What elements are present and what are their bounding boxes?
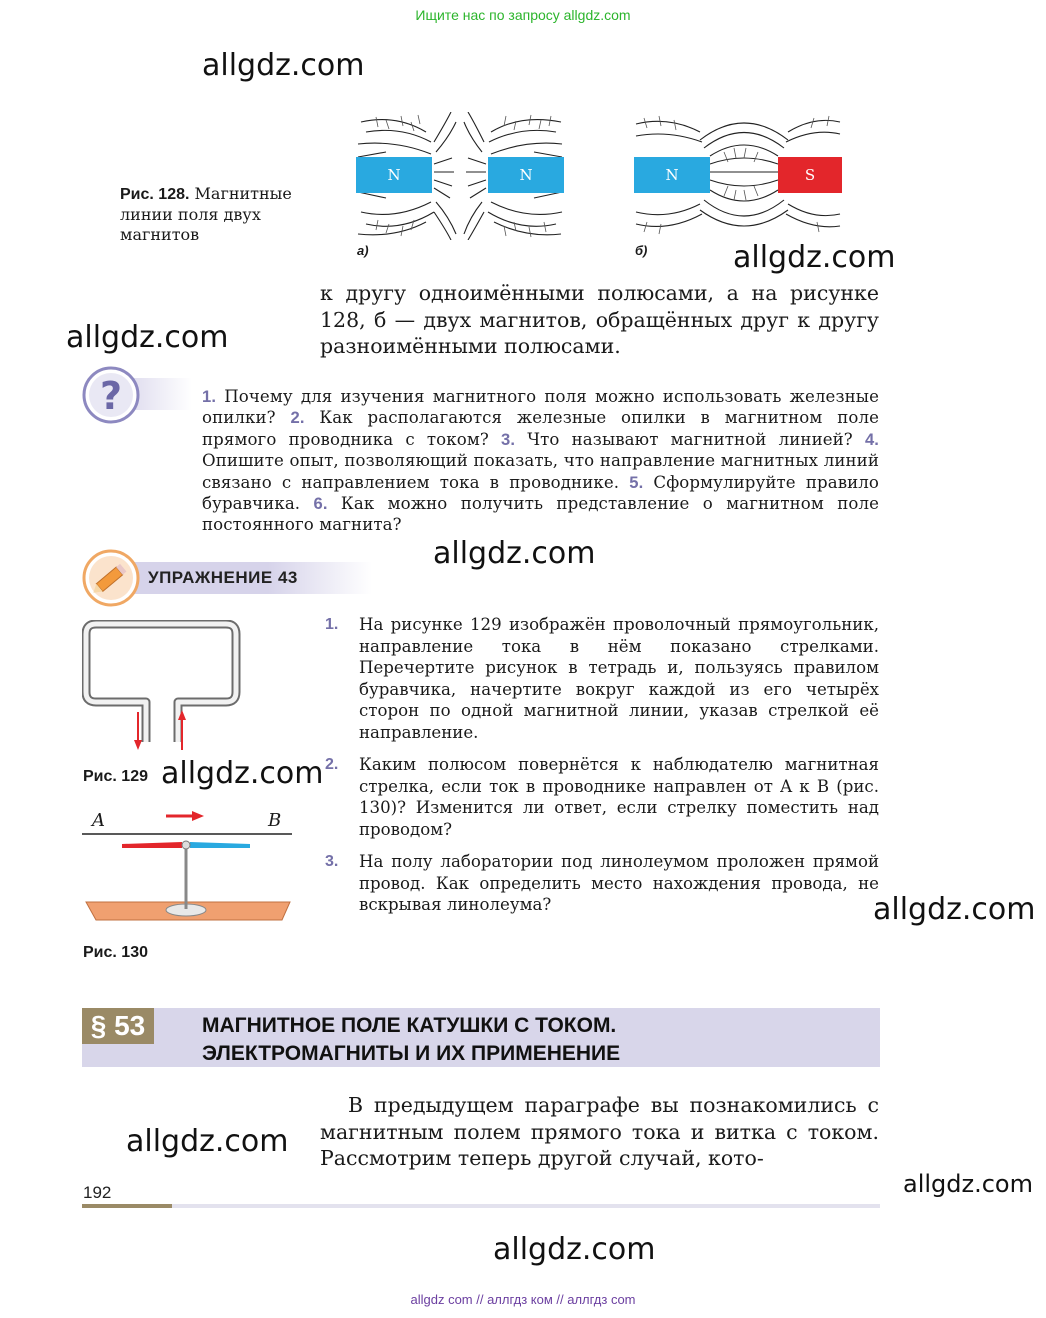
top-search-link[interactable]: Ищите нас по запросу allgdz.com (415, 7, 631, 23)
question-text: Что называют магнитной линией? (527, 429, 853, 449)
bottom-links[interactable]: allgdz com // аллгдз ком // аллгдз com (410, 1292, 636, 1307)
watermark: allgdz.com (903, 1170, 1033, 1198)
point-b-label: B (268, 810, 282, 831)
question-number: 3. (500, 429, 516, 449)
section-header (82, 1008, 880, 1067)
watermark: allgdz.com (202, 48, 365, 83)
watermark: allgdz.com (733, 240, 896, 275)
fig128-panel-a-label: а) (357, 243, 369, 258)
questions-icon (82, 366, 192, 426)
exercise-text: На полу лаборатории под линолеумом проложен прямой провод. Как определить место нахождения провода, не вскрывая линолеума? (359, 852, 879, 914)
section-number: § 53 (82, 1008, 154, 1044)
watermark: allgdz.com (433, 536, 596, 571)
question-text: Как располагаются железные опилки в магнитном поле прямого проводника с током? (202, 408, 880, 449)
exercise-item-1 (325, 614, 879, 743)
magnetic-needle-wire (82, 808, 292, 933)
section-title-line2: ЭЛЕКТРОМАГНИТЫ И ИХ ПРИМЕНЕНИЕ (202, 1042, 621, 1065)
fig129-label: Рис. 129 (83, 768, 148, 785)
exercise-header (82, 548, 372, 608)
question-text: Почему для изучения магнитного поля можно использовать железные опилки? (202, 387, 879, 428)
magnet-north-a1: N (356, 157, 432, 193)
magnet-north-a2: N (488, 157, 564, 193)
exercise-number: 1. (325, 616, 339, 633)
exercise-item-3 (325, 851, 879, 916)
fig128-caption (120, 184, 320, 245)
magnet-south-b: S (778, 157, 842, 193)
page-number: 192 (83, 1183, 112, 1202)
exercise-item-2 (325, 754, 879, 840)
fig128-label: Рис. 128. (120, 186, 190, 203)
pencil-icon (82, 548, 142, 608)
watermark: allgdz.com (493, 1232, 656, 1267)
exercise-number: 3. (325, 853, 339, 870)
question-text: Сформулируйте правило буравчика. (202, 472, 880, 514)
wire-loop-diagram (82, 620, 242, 755)
question-number: 4. (864, 429, 880, 449)
watermark: allgdz.com (873, 892, 1036, 927)
watermark: allgdz.com (66, 320, 229, 355)
fig129-wire-rectangle (82, 620, 242, 755)
fig128-caption-text: Магнитные линии поля двух магнитов (120, 184, 292, 244)
magnet-north-b: N (634, 157, 710, 193)
exercise-title: УПРАЖНЕНИЕ 43 (148, 568, 298, 587)
question-mark-icon (82, 366, 142, 426)
point-a-label: A (92, 810, 105, 831)
footer-rule (82, 1204, 880, 1208)
question-number: 5. (629, 472, 644, 492)
section-paragraph: В предыдущем параграфе вы познакомились с магнитным полем прямого тока и витка с током. Рассмотрим теперь другой случай, кото- (320, 1093, 879, 1170)
question-number: 6. (313, 494, 328, 514)
exercise-text: На рисунке 129 изображён проволочный прямоугольник, направление тока в нём показано стрелками. Перечертите рисунок в тетрадь и, пользуясь правилом буравчика, начертите вокруг каждой из его четырёх сторон по одной магнитной линии, указав стрелкой её направление. (359, 615, 879, 742)
fig130-label: Рис. 130 (83, 944, 148, 961)
svg-text:?: ? (99, 374, 123, 418)
intro-paragraph: к другу одноимёнными полюсами, а на рисунке 128, б — двух магнитов, обращённых друг к другу разноимёнными полюсами. (320, 281, 879, 358)
fig128-panel-b-label: б) (635, 243, 648, 258)
question-text: Опишите опыт, позволяющий показать, что направление магнитных линий связано с направлением тока в проводнике. (202, 451, 879, 492)
question-text: Как можно получить представление о магнитном поле постоянного магнита? (202, 494, 880, 535)
watermark: allgdz.com (161, 756, 324, 791)
section-title-line1: МАГНИТНОЕ ПОЛЕ КАТУШКИ С ТОКОМ. (202, 1014, 617, 1037)
fig128-panel-a (356, 112, 564, 240)
section-title (202, 1012, 620, 1068)
exercise-number: 2. (325, 756, 339, 773)
exercise-text: Каким полюсом повернётся к наблюдателю магнитная стрелка, если ток в проводнике направлен от A к B (рис. 130)? Изменится ли ответ, если стрелку поместить над проводом? (359, 755, 879, 839)
fig128-panel-b (634, 112, 842, 240)
fig130-compass-diagram (82, 808, 292, 933)
questions-list (202, 386, 879, 536)
question-number: 1. (202, 387, 217, 406)
watermark: allgdz.com (126, 1124, 289, 1159)
question-number: 2. (290, 408, 305, 428)
footer-rule-accent (82, 1204, 172, 1208)
